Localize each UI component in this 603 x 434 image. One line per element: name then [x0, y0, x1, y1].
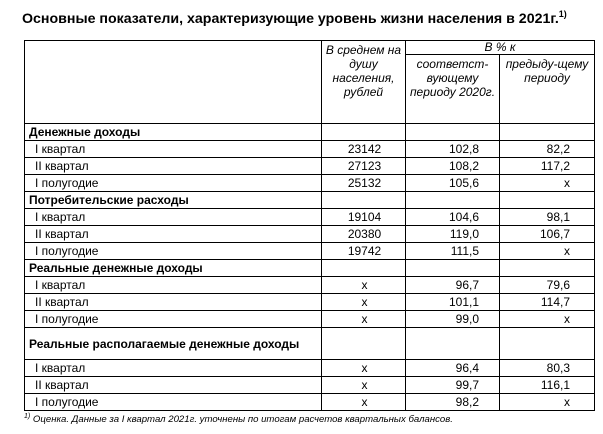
previous-period-value: 106,7 — [500, 226, 595, 243]
previous-period-value: х — [500, 394, 595, 411]
footnote-mark: 1) — [24, 413, 31, 420]
previous-period-value: х — [500, 243, 595, 260]
same-period-value: 104,6 — [406, 209, 500, 226]
per-capita-value: 23142 — [322, 141, 406, 158]
per-capita-value: х — [322, 277, 406, 294]
row-label: I полугодие — [25, 175, 322, 192]
section-empty-cell — [322, 124, 406, 141]
section-row — [25, 192, 595, 209]
section-empty-cell — [500, 124, 595, 141]
same-period-value: 111,5 — [406, 243, 500, 260]
per-capita-value: х — [322, 394, 406, 411]
per-capita-value: х — [322, 294, 406, 311]
table-row — [25, 394, 595, 411]
header-row — [25, 41, 595, 55]
table-row — [25, 226, 595, 243]
previous-period-value: 80,3 — [500, 360, 595, 377]
table-row — [25, 277, 595, 294]
per-capita-value: 20380 — [322, 226, 406, 243]
section-empty-cell — [322, 260, 406, 277]
same-period-value: 96,4 — [406, 360, 500, 377]
section-empty-cell — [322, 328, 406, 360]
section-title: Реальные денежные доходы — [25, 260, 322, 277]
table-row — [25, 175, 595, 192]
table-row — [25, 294, 595, 311]
section-empty-cell — [500, 260, 595, 277]
table-row — [25, 311, 595, 328]
header-previous-period: предыду-щему периоду — [500, 55, 595, 124]
same-period-value: 119,0 — [406, 226, 500, 243]
header-percent-group: В % к — [406, 41, 595, 55]
same-period-value: 102,8 — [406, 141, 500, 158]
section-title: Денежные доходы — [25, 124, 322, 141]
per-capita-value: 25132 — [322, 175, 406, 192]
previous-period-value: 79,6 — [500, 277, 595, 294]
footnote-text: Оценка. Данные за I квартал 2021г. уточнены по итогам расчетов квартальных балансов. — [32, 414, 453, 425]
footnote — [24, 413, 453, 425]
section-title: Потребительские расходы — [25, 192, 322, 209]
row-label: II квартал — [25, 294, 322, 311]
previous-period-value: 117,2 — [500, 158, 595, 175]
section-empty-cell — [500, 328, 595, 360]
row-label: I полугодие — [25, 243, 322, 260]
title-footnote-mark: 1) — [558, 9, 567, 19]
header-same-period-2020: соответст-вующему периоду 2020г. — [406, 55, 500, 124]
table-row — [25, 209, 595, 226]
section-row — [25, 260, 595, 277]
living-standards-table — [24, 40, 595, 411]
previous-period-value: 116,1 — [500, 377, 595, 394]
section-title: Реальные располагаемые денежные доходы — [25, 328, 322, 360]
per-capita-value: х — [322, 311, 406, 328]
previous-period-value: х — [500, 175, 595, 192]
table-row — [25, 377, 595, 394]
same-period-value: 98,2 — [406, 394, 500, 411]
previous-period-value: 114,7 — [500, 294, 595, 311]
previous-period-value: х — [500, 311, 595, 328]
row-label: II квартал — [25, 377, 322, 394]
row-label: II квартал — [25, 226, 322, 243]
title-text: Основные показатели, характеризующие уровень жизни населения в 2021г. — [22, 11, 559, 27]
section-empty-cell — [406, 192, 500, 209]
table-row — [25, 141, 595, 158]
section-row — [25, 328, 595, 360]
same-period-value: 99,0 — [406, 311, 500, 328]
header-empty-cell — [25, 41, 322, 124]
row-label: I полугодие — [25, 311, 322, 328]
row-label: II квартал — [25, 158, 322, 175]
row-label: I квартал — [25, 141, 322, 158]
header-per-capita: В среднем на душу населения, рублей — [322, 41, 406, 124]
same-period-value: 108,2 — [406, 158, 500, 175]
row-label: I квартал — [25, 209, 322, 226]
table-row — [25, 158, 595, 175]
section-empty-cell — [406, 328, 500, 360]
per-capita-value: 19742 — [322, 243, 406, 260]
same-period-value: 99,7 — [406, 377, 500, 394]
section-empty-cell — [500, 192, 595, 209]
previous-period-value: 98,1 — [500, 209, 595, 226]
previous-period-value: 82,2 — [500, 141, 595, 158]
same-period-value: 101,1 — [406, 294, 500, 311]
same-period-value: 96,7 — [406, 277, 500, 294]
row-label: I квартал — [25, 277, 322, 294]
section-row — [25, 124, 595, 141]
row-label: I полугодие — [25, 394, 322, 411]
document-title — [22, 9, 567, 27]
section-empty-cell — [322, 192, 406, 209]
per-capita-value: 27123 — [322, 158, 406, 175]
per-capita-value: 19104 — [322, 209, 406, 226]
per-capita-value: х — [322, 377, 406, 394]
same-period-value: 105,6 — [406, 175, 500, 192]
section-empty-cell — [406, 260, 500, 277]
section-empty-cell — [406, 124, 500, 141]
table-row — [25, 360, 595, 377]
per-capita-value: х — [322, 360, 406, 377]
table-row — [25, 243, 595, 260]
row-label: I квартал — [25, 360, 322, 377]
